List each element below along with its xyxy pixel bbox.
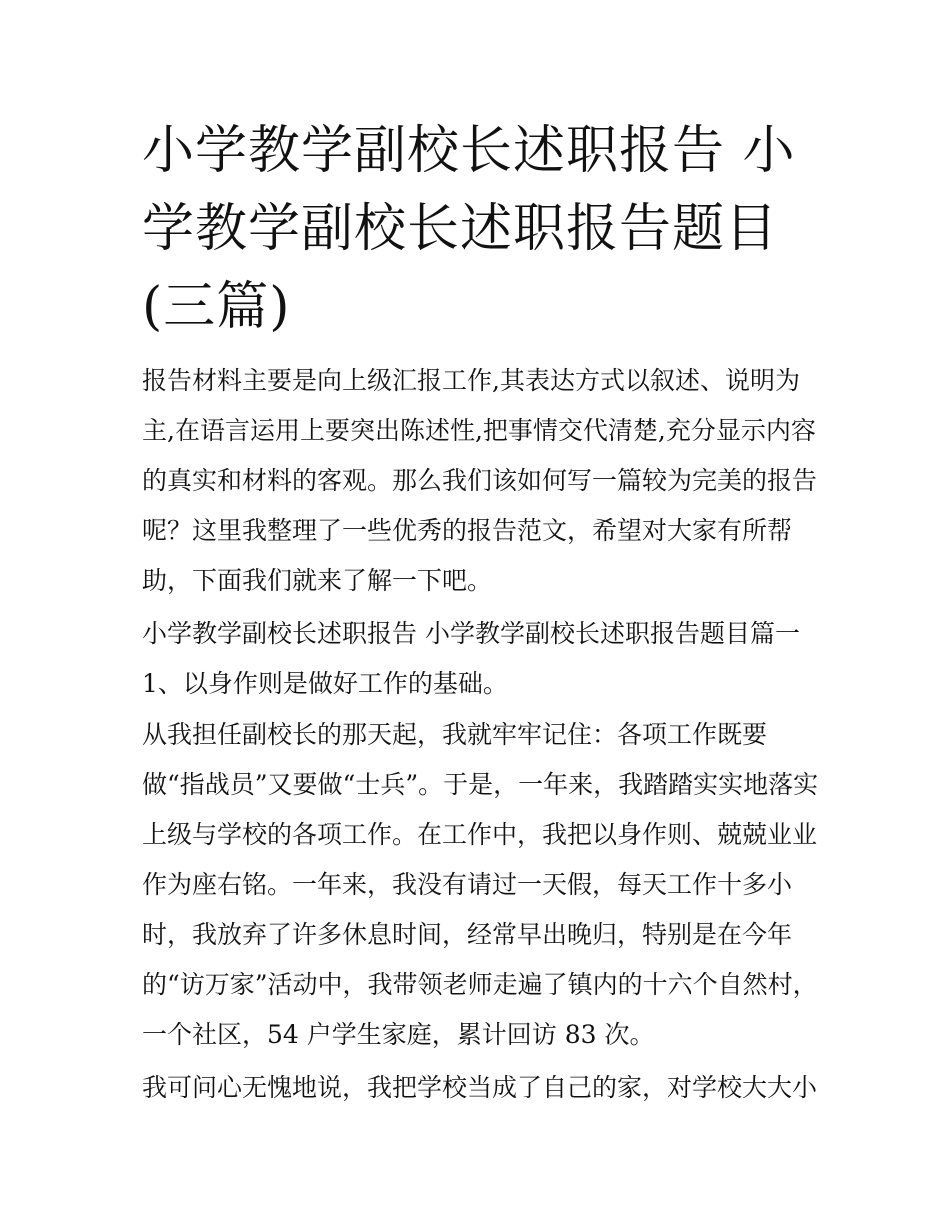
body-line-8: 我可问心无愧地说，我把学校当成了自己的家，对学校大大小: [142, 1073, 818, 1102]
body-line-1: 从我担任副校长的那天起，我就牢牢记住：各项工作既要: [142, 720, 768, 749]
intro-line-3: 的真实和材料的客观。那么我们该如何写一篇较为完美的报告: [142, 466, 818, 495]
body-line-7: 一个社区，54 户学生家庭，累计回访 83 次。: [142, 1020, 655, 1049]
point-heading: 1、以身作则是做好工作的基础。: [142, 669, 508, 698]
body-line-6: 的“访万家”活动中，我带领老师走遍了镇内的十六个自然村，: [142, 970, 818, 999]
body-line-3: 上级与学校的各项工作。在工作中，我把以身作则、兢兢业业: [142, 820, 818, 849]
intro-line-4: 呢？这里我整理了一些优秀的报告范文，希望对大家有所帮: [142, 516, 793, 545]
section-heading: 小学教学副校长述职报告 小学教学副校长述职报告题目篇一: [142, 619, 800, 648]
body-line-2: 做“指战员”又要做“士兵”。于是，一年来，我踏踏实实地落实: [142, 770, 819, 799]
intro-line-5: 助，下面我们就来了解一下吧。: [142, 566, 493, 595]
document-title: 小学教学副校长述职报告 小学教学副校长述职报告题目(三篇): [142, 121, 796, 337]
intro-line-1: 报告材料主要是向上级汇报工作,其表达方式以叙述、说明为: [142, 366, 800, 395]
body-line-4: 作为座右铭。一年来，我没有请过一天假，每天工作十多小: [142, 870, 793, 899]
body-line-5: 时，我放弃了许多休息时间，经常早出晚归，特别是在今年: [142, 920, 793, 949]
intro-line-2: 主,在语言运用上要突出陈述性,把事情交代清楚,充分显示内容: [142, 416, 816, 445]
